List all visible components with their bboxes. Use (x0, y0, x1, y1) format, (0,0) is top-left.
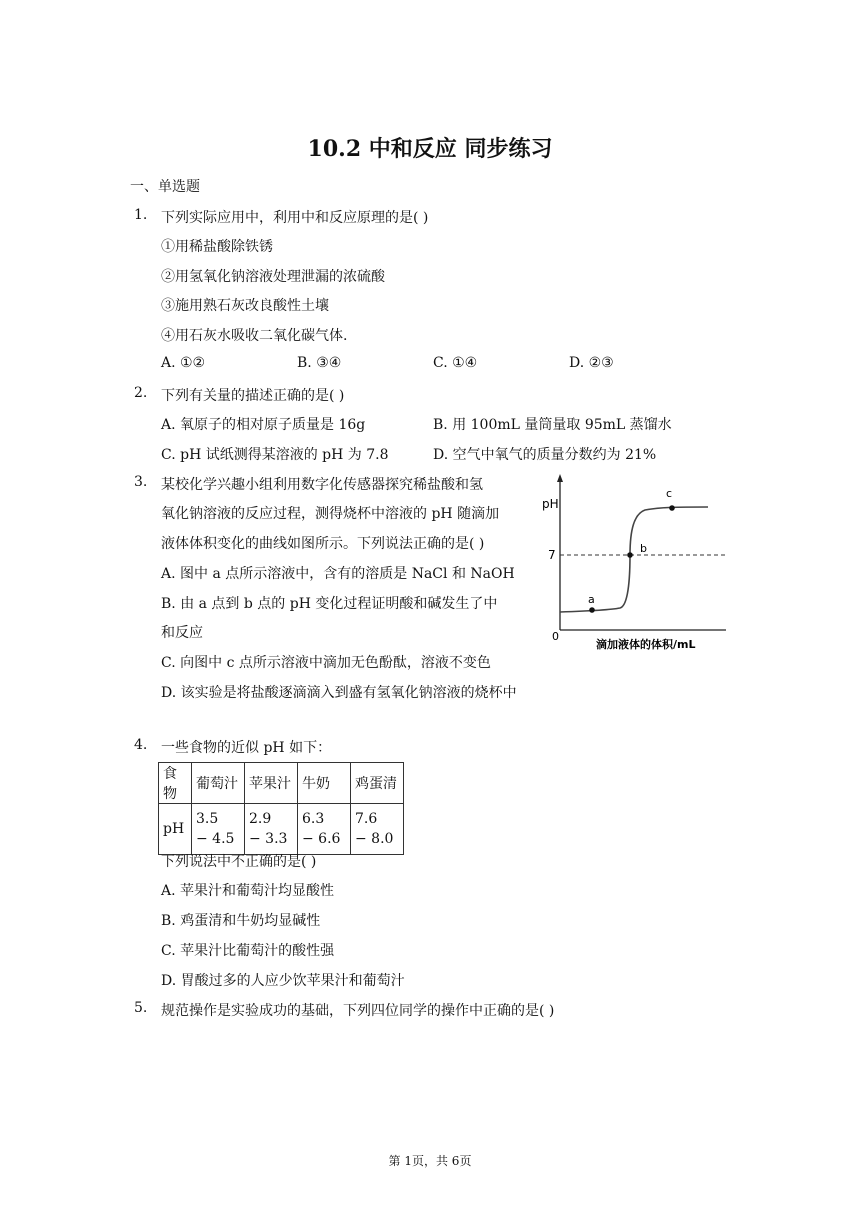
q2-option-a[interactable]: A. 氧原子的相对原子质量是 16g (161, 417, 366, 433)
page-footer: 第 1页，共 6页 (388, 1154, 472, 1168)
q3-option-d[interactable]: D. 该实验是将盐酸逐滴滴入到盛有氢氧化钠溶液的烧杯中 (161, 685, 517, 701)
q3-number: 3. (134, 474, 148, 490)
point-c-label: c (666, 487, 673, 500)
page-title: 10.2 中和反应 同步练习 (307, 136, 553, 162)
q2-option-c[interactable]: C. pH 试纸测得某溶液的 pH 为 7.8 (161, 447, 389, 463)
q4-option-c[interactable]: C. 苹果汁比葡萄汁的酸性强 (161, 943, 335, 959)
ph-table (158, 762, 404, 855)
header-apple-juice: 苹果汁 (245, 763, 298, 804)
ph-table-value-row (159, 804, 404, 855)
q1-item-2: ②用氢氧化钠溶液处理泄漏的浓硫酸 (161, 269, 385, 285)
ph-titration-graph (530, 470, 730, 660)
egg-white-ph (351, 804, 404, 855)
y-axis-label: pH (542, 497, 559, 511)
ph-high: − 6.6 (302, 831, 341, 847)
q3-option-b-cont: 和反应 (161, 625, 203, 641)
q1-option-c[interactable]: C. ①④ (433, 355, 478, 371)
ph-low: 3.5 (196, 811, 219, 827)
q3-stem-line-1: 某校化学兴趣小组利用数字化传感器探究稀盐酸和氢 (161, 477, 483, 493)
ph-high: − 3.3 (249, 831, 288, 847)
q1-option-d[interactable]: D. ②③ (569, 355, 614, 371)
point-b-label: b (640, 542, 647, 555)
q1-stem: 下列实际应用中，利用中和反应原理的是( ) (161, 210, 429, 226)
q2-stem: 下列有关量的描述正确的是( ) (161, 388, 345, 404)
grape-juice-ph (192, 804, 245, 855)
header-food: 食物 (159, 763, 192, 804)
q1-item-1: ①用稀盐酸除铁锈 (161, 239, 273, 255)
milk-ph (298, 804, 351, 855)
q4-number: 4. (134, 737, 148, 753)
q1-item-3: ③施用熟石灰改良酸性土壤 (161, 298, 329, 314)
q2-option-d[interactable]: D. 空气中氧气的质量分数约为 21% (433, 447, 657, 463)
q1-option-b[interactable]: B. ③④ (297, 355, 342, 371)
y-axis-arrow (557, 474, 563, 482)
q2-number: 2. (134, 385, 148, 401)
q1-option-a[interactable]: A. ①② (161, 355, 206, 371)
q4-stem: 一些食物的近似 pH 如下： (161, 740, 332, 756)
q2-option-b[interactable]: B. 用 100mL 量筒量取 95mL 蒸馏水 (433, 417, 672, 433)
header-grape-juice: 葡萄汁 (192, 763, 245, 804)
section-heading: 一、单选题 (130, 179, 200, 195)
x-axis-label: 滴加液体的体积/mL (596, 638, 696, 651)
q4-option-b[interactable]: B. 鸡蛋清和牛奶均显碱性 (161, 913, 321, 929)
ph-low: 2.9 (249, 811, 272, 827)
q3-stem-line-2: 氧化钠溶液的反应过程，测得烧杯中溶液的 pH 随滴加 (161, 506, 500, 522)
row-label-ph: pH (159, 804, 192, 855)
q3-option-a[interactable]: A. 图中 a 点所示溶液中，含有的溶质是 NaCl 和 NaOH (161, 566, 515, 582)
q5-stem: 规范操作是实验成功的基础，下列四位同学的操作中正确的是( ) (161, 1003, 555, 1019)
seven-label: 7 (548, 548, 556, 562)
header-milk: 牛奶 (298, 763, 351, 804)
ph-table-header-row (159, 763, 404, 804)
q4-question: 下列说法中不正确的是( ) (161, 854, 317, 870)
ph-high: − 4.5 (196, 831, 235, 847)
header-egg-white: 鸡蛋清 (351, 763, 404, 804)
point-a-label: a (588, 593, 595, 606)
ph-low: 7.6 (355, 811, 378, 827)
ph-curve (560, 507, 708, 612)
ph-low: 6.3 (302, 811, 325, 827)
apple-juice-ph (245, 804, 298, 855)
q1-number: 1. (134, 207, 148, 223)
q4-option-d[interactable]: D. 胃酸过多的人应少饮苹果汁和葡萄汁 (161, 973, 405, 989)
q3-option-c[interactable]: C. 向图中 c 点所示溶液中滴加无色酚酞，溶液不变色 (161, 655, 491, 671)
q4-option-a[interactable]: A. 苹果汁和葡萄汁均显酸性 (161, 883, 335, 899)
q5-number: 5. (134, 1000, 148, 1016)
origin-label: 0 (552, 630, 559, 643)
ph-high: − 8.0 (355, 831, 394, 847)
point-c (669, 505, 675, 511)
q3-stem-line-3: 液体体积变化的曲线如图所示。下列说法正确的是( ) (161, 536, 485, 552)
point-a (589, 607, 595, 613)
q3-option-b[interactable]: B. 由 a 点到 b 点的 pH 变化过程证明酸和碱发生了中 (161, 596, 498, 612)
q1-item-4: ④用石灰水吸收二氧化碳气体. (161, 328, 348, 344)
point-b (627, 552, 633, 558)
